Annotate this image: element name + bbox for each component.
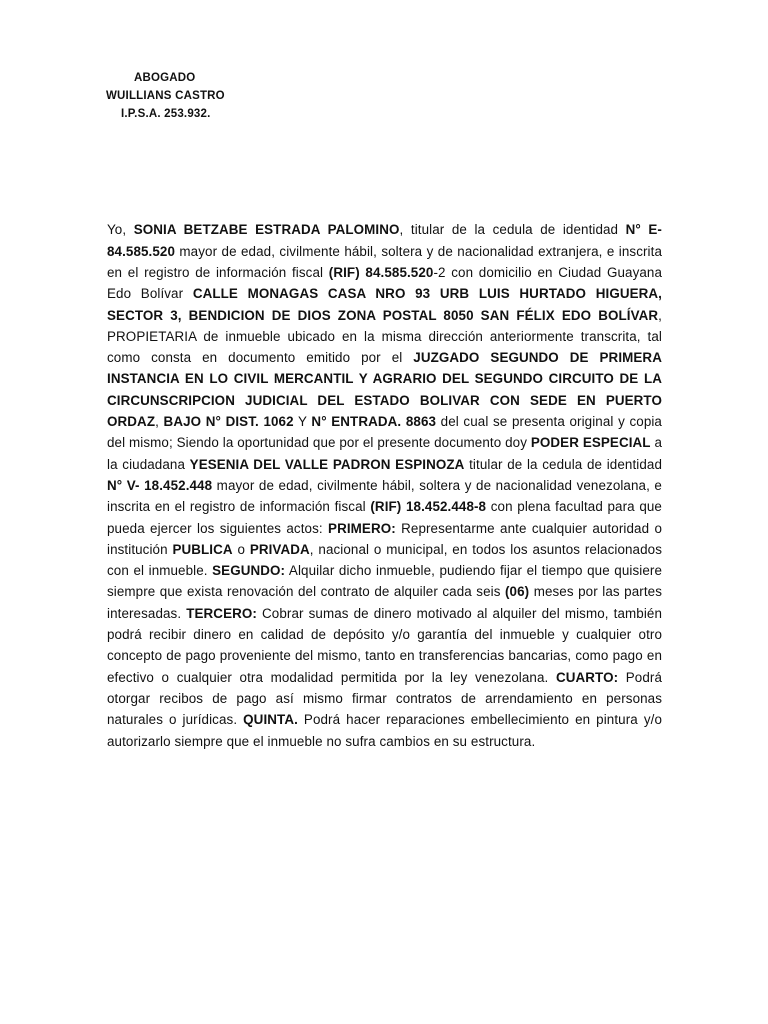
lawyer-title: ABOGADO bbox=[134, 72, 196, 84]
bold-text-segment: (06) bbox=[505, 584, 530, 600]
text-segment: titular de la cedula de identidad bbox=[464, 456, 662, 472]
text-segment: , bbox=[155, 414, 164, 430]
bold-text-segment: N° E- 84.585.520 bbox=[107, 222, 662, 259]
bold-text-segment: CALLE MONAGAS CASA NRO 93 URB LUIS HURTADO HIGUERA, SECTOR 3, BENDICION DE DIOS ZONA POSTAL 8050 SAN FÉLIX EDO BOLÍVAR bbox=[107, 286, 662, 323]
bold-text-segment: PRIMERO: bbox=[328, 520, 396, 536]
text-segment: a la ciudadana bbox=[107, 435, 662, 472]
bold-text-segment: CUARTO: bbox=[555, 669, 619, 685]
text-segment: Cobrar sumas de dinero motivado al alquiler del mismo, también podrá recibir dinero en calidad de depósito y/o garantía del inmueble y cualquier otro concepto de pago proveniente del mismo, tanto en transferencias bancarias, como pago en efectivo o cualquier otra modalidad permitida por la ley venezolana. bbox=[107, 605, 662, 685]
text-segment: Yo, bbox=[107, 222, 134, 238]
lawyer-name: WUILLIANS CASTRO bbox=[106, 90, 225, 102]
bold-text-segment: SEGUNDO: bbox=[212, 563, 286, 579]
power-of-attorney-body bbox=[107, 219, 662, 751]
text-segment: Representarme ante cualquier autoridad o institución bbox=[107, 520, 662, 557]
bold-text-segment: JUZGADO SEGUNDO DE PRIMERA INSTANCIA EN LO CIVIL MERCANTIL Y AGRARIO DEL SEGUNDO CIRCUITO DE LA CIRCUNSCRIPCION JUDICIAL DEL ESTADO BOLIVAR CON SEDE EN PUERTO ORDAZ bbox=[107, 350, 662, 430]
text-segment: -2 con domicilio en Ciudad Guayana Edo Bolívar bbox=[107, 264, 663, 302]
bold-text-segment: N° ENTRADA. 8863 bbox=[311, 414, 437, 430]
lawyer-registration: I.P.S.A. 253.932. bbox=[121, 108, 211, 120]
bold-text-segment: PRIVADA bbox=[249, 541, 310, 557]
bold-text-segment: (RIF) 18.452.448-8 bbox=[370, 499, 487, 515]
bold-text-segment: YESENIA DEL VALLE PADRON ESPINOZA bbox=[189, 456, 465, 472]
bold-text-segment: (RIF) 84.585.520 bbox=[328, 264, 434, 280]
bold-text-segment: TERCERO: bbox=[186, 605, 257, 621]
text-segment: Podrá otorgar recibos de pago así mismo firmar contratos de arrendamiento en personas naturales o jurídicas. bbox=[107, 669, 662, 728]
text-segment: Podrá hacer reparaciones embellecimiento en pintura y/o autorizarlo siempre que el inmueble no sufra cambios en su estructura. bbox=[107, 712, 662, 749]
text-segment: , PROPIETARIA de inmueble ubicado en la misma dirección anteriormente transcrita, tal como consta en documento emitido por el bbox=[107, 307, 662, 366]
bold-text-segment: PODER ESPECIAL bbox=[530, 435, 651, 451]
text-segment: , titular de la cedula de identidad bbox=[399, 222, 626, 238]
lawyer-header bbox=[104, 69, 264, 123]
text-segment: con plena facultad para que pueda ejercer los siguientes actos: bbox=[107, 499, 662, 536]
text-segment: mayor de edad, civilmente hábil, soltera y de nacionalidad extranjera, e inscrita en el registro de información fiscal bbox=[107, 243, 662, 280]
text-segment: Alquilar dicho inmueble, pudiendo fijar el tiempo que quisiere siempre que exista renovación del contrato de alquiler cada seis bbox=[107, 563, 662, 600]
text-segment: , nacional o municipal, en todos los asuntos relacionados con el inmueble. bbox=[107, 541, 662, 579]
text-segment: meses por las partes interesadas. bbox=[107, 584, 662, 621]
text-segment: del cual se presenta original y copia del mismo; Siendo la oportunidad que por el presente documento doy bbox=[107, 414, 662, 451]
text-segment: mayor de edad, civilmente hábil, soltera y de nacionalidad venezolana, e inscrita en el registro de información fiscal bbox=[107, 477, 662, 515]
bold-text-segment: N° V- 18.452.448 bbox=[107, 477, 213, 493]
bold-text-segment: PUBLICA bbox=[172, 541, 233, 557]
text-segment: o bbox=[232, 541, 250, 557]
bold-text-segment: SONIA BETZABE ESTRADA PALOMINO bbox=[133, 222, 400, 238]
text-segment: Y bbox=[293, 414, 312, 430]
bold-text-segment: QUINTA. bbox=[243, 712, 298, 728]
bold-text-segment: BAJO N° DIST. 1062 bbox=[163, 414, 294, 430]
